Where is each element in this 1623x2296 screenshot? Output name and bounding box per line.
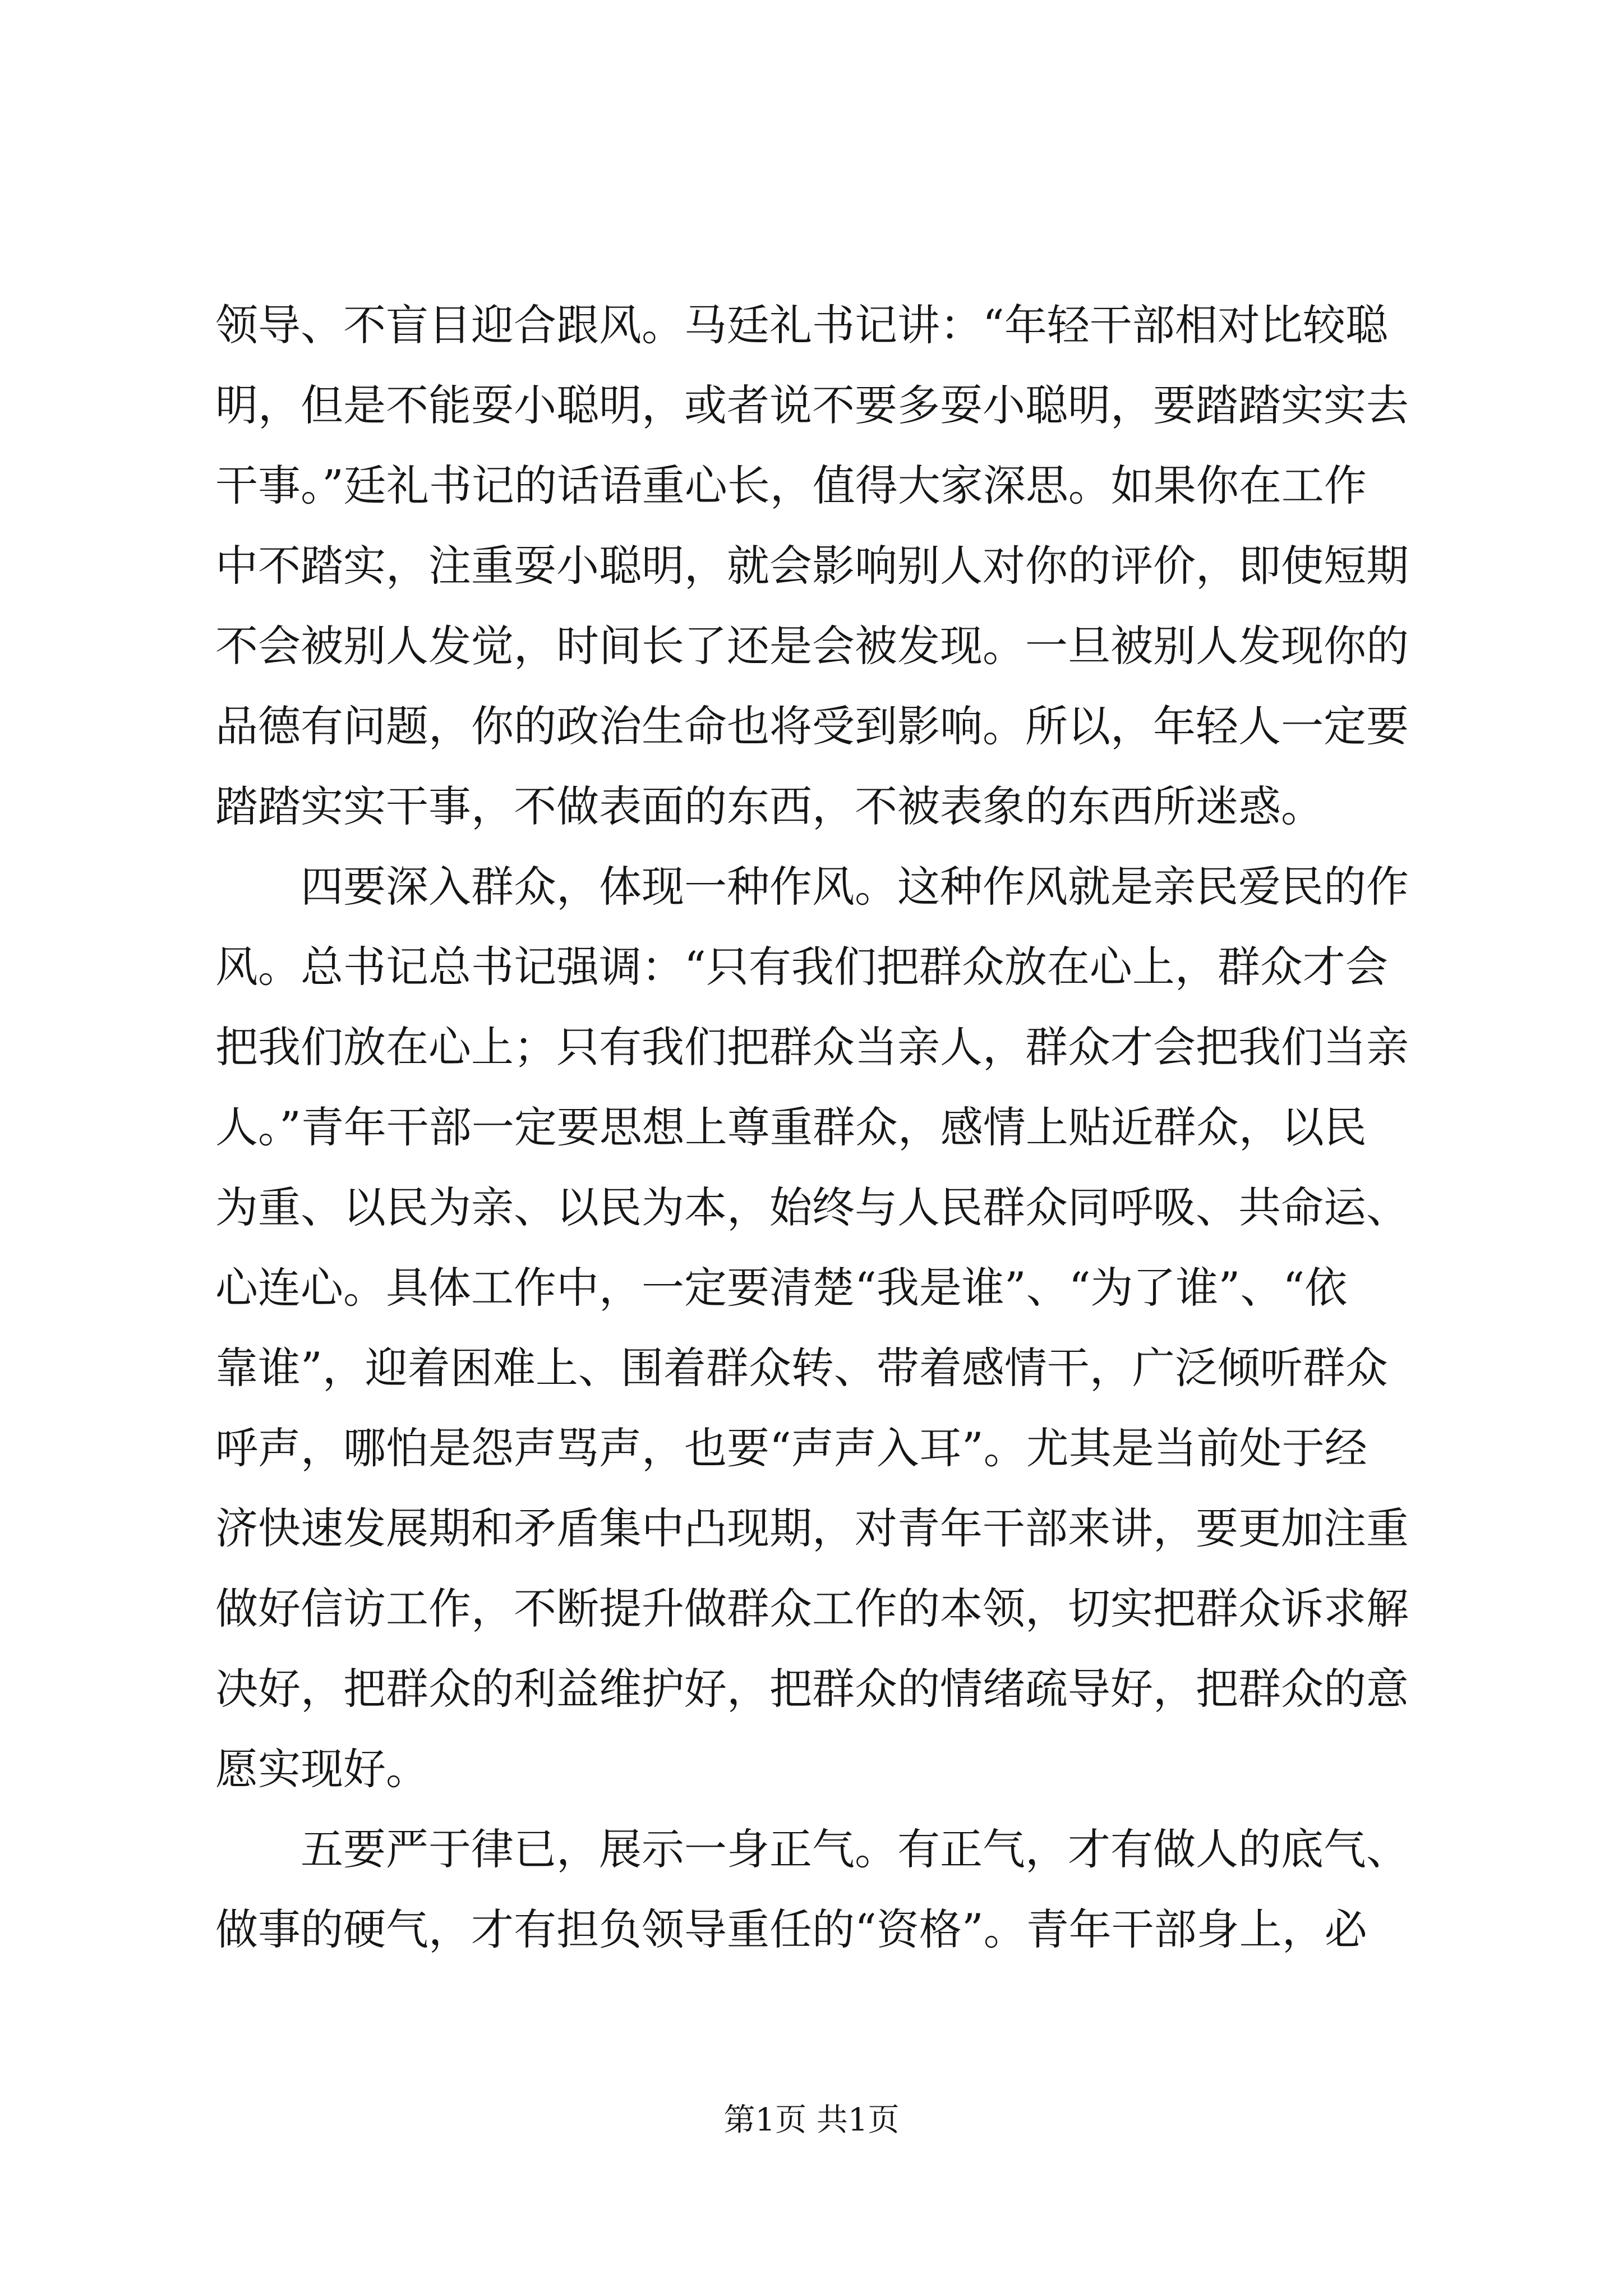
text-line-paragraph-start: 五要严于律已，展示一身正气。有正气，才有做人的底气、	[301, 1824, 1409, 1874]
text-line: 愿实现好。	[215, 1744, 428, 1794]
text-line: 不会被别人发觉，时间长了还是会被发现。一旦被别人发现你的	[215, 621, 1409, 671]
text-line: 呼声，哪怕是怨声骂声，也要“声声入耳”。尤其是当前处于经	[215, 1423, 1367, 1473]
text-line: 领导、不盲目迎合跟风。马廷礼书记讲：“年轻干部相对比较聪	[215, 300, 1388, 350]
text-line: 品德有问题，你的政治生命也将受到影响。所以，年轻人一定要	[215, 701, 1409, 751]
text-line: 把我们放在心上；只有我们把群众当亲人，群众才会把我们当亲	[215, 1022, 1409, 1072]
text-line: 踏踏实实干事，不做表面的东西，不被表象的东西所迷惑。	[215, 781, 1324, 831]
text-line: 济快速发展期和矛盾集中凸现期，对青年干部来讲，要更加注重	[215, 1503, 1409, 1553]
text-line: 人。”青年干部一定要思想上尊重群众，感情上贴近群众，以民	[215, 1102, 1367, 1152]
text-line: 做事的硬气，才有担负领导重任的“资格”。青年干部身上，必	[215, 1904, 1367, 1954]
page-footer: 第1页 共1页	[723, 2102, 900, 2138]
text-line: 中不踏实，注重耍小聪明，就会影响别人对你的评价，即使短期	[215, 541, 1409, 591]
text-line: 明，但是不能耍小聪明，或者说不要多耍小聪明，要踏踏实实去	[215, 380, 1409, 430]
text-line: 做好信访工作，不断提升做群众工作的本领，切实把群众诉求解	[215, 1584, 1409, 1634]
text-line: 靠谁”，迎着困难上、围着群众转、带着感情干，广泛倾听群众	[215, 1343, 1388, 1393]
text-line: 风。总书记总书记强调：“只有我们把群众放在心上，群众才会	[215, 942, 1388, 992]
text-line: 决好，把群众的利益维护好，把群众的情绪疏导好，把群众的意	[215, 1664, 1409, 1714]
text-line-paragraph-start: 四要深入群众，体现一种作风。这种作风就是亲民爱民的作	[301, 862, 1409, 912]
text-line: 心连心。具体工作中，一定要清楚“我是谁”、“为了谁”、“依	[215, 1263, 1348, 1313]
text-line: 为重、以民为亲、以民为本，始终与人民群众同呼吸、共命运、	[215, 1182, 1409, 1232]
text-line: 干事。”廷礼书记的话语重心长，值得大家深思。如果你在工作	[215, 461, 1367, 510]
